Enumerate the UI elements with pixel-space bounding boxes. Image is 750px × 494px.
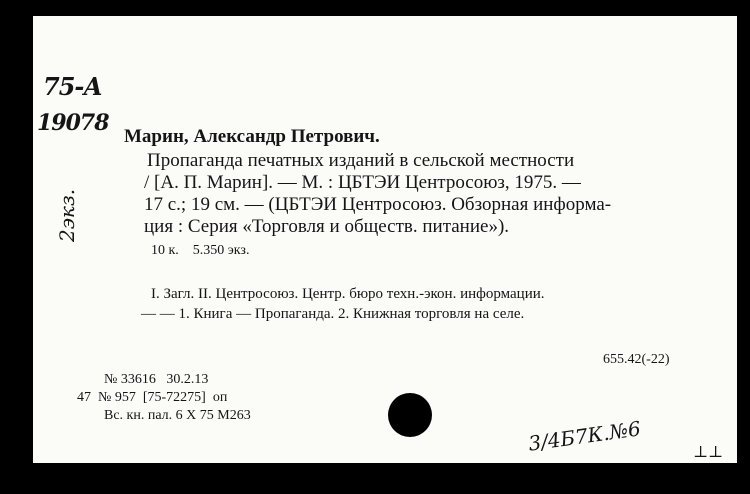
corner-mark: ⊥⊥ xyxy=(693,444,724,461)
description-line-2: / [А. П. Марин]. — М. : ЦБТЭИ Центросоюз, 1975. — xyxy=(144,172,581,193)
classification-code: 655.42(-22) xyxy=(603,352,670,367)
shelf-mark-top: 75-А xyxy=(43,72,102,101)
author-heading: Марин, Александр Петрович. xyxy=(124,126,380,147)
catalog-card xyxy=(33,16,737,463)
shelf-mark-bottom: 19078 xyxy=(37,110,109,136)
handwritten-copies-note: 2экз. xyxy=(55,188,79,242)
catalog-line-3: Вс. кн. пал. 6 X 75 М263 xyxy=(104,408,251,423)
catalog-line-2: 47 № 957 [75-72275] оп xyxy=(77,390,228,405)
subject-line-2: — — 1. Книга — Пропаганда. 2. Книжная торговля на селе. xyxy=(141,306,525,322)
description-line-1: Пропаганда печатных изданий в сельской местности xyxy=(147,150,575,171)
handwritten-inventory-note: 3/4Б7К.№6 xyxy=(526,416,643,456)
description-line-4: ция : Серия «Торговля и обществ. питание»). xyxy=(144,216,510,237)
catalog-line-1: № 33616 30.2.13 xyxy=(104,372,209,387)
description-line-3: 17 с.; 19 см. — (ЦБТЭИ Центросоюз. Обзорная информа- xyxy=(144,194,612,215)
card-punch-hole xyxy=(388,393,432,437)
subject-line-1: I. Загл. II. Центросоюз. Центр. бюро техн.-экон. информации. xyxy=(151,286,545,302)
price-and-print-run: 10 к. 5.350 экз. xyxy=(151,243,250,258)
